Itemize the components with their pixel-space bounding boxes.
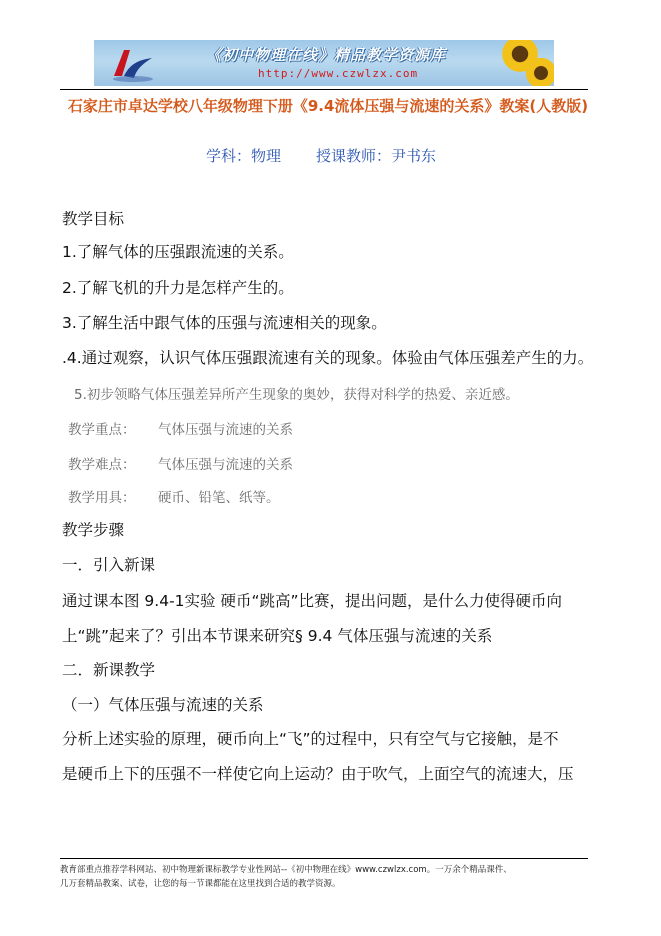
objective-item-5: 5.初步领略气体压强差异所产生现象的奥妙，获得对科学的热爱、亲近感。	[74, 387, 519, 403]
objective-item: 2.了解飞机的升力是怎样产生的。	[62, 279, 294, 297]
paragraph-line: 是硬币上下的压强不一样使它向上运动？由于吹气，上面空气的流速大，压	[62, 765, 574, 783]
header-banner	[94, 40, 554, 86]
footer-line: 教育部重点推荐学科网站、初中物理新课标教学专业性网站--《初中物理在线》www.czwlzx.com。一万余个精品课件、	[60, 865, 512, 875]
section-heading: 一．引入新课	[62, 556, 156, 574]
footer-line: 几万套精品教案、试卷，让您的每一节课都能在这里找到合适的教学资源。	[60, 879, 341, 889]
difficult-point-value: 气体压强与流速的关系	[158, 457, 293, 473]
teacher-label: 授课教师：尹书东	[316, 147, 437, 165]
footer-rule	[60, 858, 588, 859]
header-rule	[60, 89, 588, 90]
sunflower-image	[494, 40, 554, 86]
banner-url[interactable]: http://www.czwlzx.com	[258, 67, 419, 80]
site-logo-icon	[108, 44, 158, 84]
steps-heading: 教学步骤	[62, 521, 125, 539]
key-point-value: 气体压强与流速的关系	[158, 422, 293, 438]
teaching-tools-label: 教学用具：	[68, 490, 136, 506]
key-point-label: 教学重点：	[68, 422, 136, 438]
objective-item: 3.了解生活中跟气体的压强与流速相关的现象。	[62, 314, 387, 332]
difficult-point-label: 教学难点：	[68, 457, 136, 473]
objectives-heading: 教学目标	[62, 210, 125, 228]
objective-item: 1.了解气体的压强跟流速的关系。	[62, 243, 294, 261]
paragraph-line: 通过课本图 9.4-1实验 硬币“跳高”比赛，提出问题，是什么力使得硬币向	[62, 592, 563, 610]
paragraph-line: 分析上述实验的原理，硬币向上“飞”的过程中，只有空气与它接触，是不	[62, 730, 559, 748]
subject-label: 学科：物理	[206, 147, 282, 165]
subsection-heading: （一）气体压强与流速的关系	[62, 696, 264, 714]
objective-item: .4.通过观察，认识气体压强跟流速有关的现象。体验由气体压强差产生的力。	[62, 349, 594, 367]
section-heading: 二．新课教学	[62, 661, 156, 679]
teaching-tools-value: 硬币、铅笔、纸等。	[158, 490, 280, 506]
document-title: 石家庄市卓达学校八年级物理下册《9.4流体压强与流速的关系》教案(人教版)	[67, 97, 589, 115]
paragraph-line: 上“跳”起来了？引出本节课来研究§ 9.4 气体压强与流速的关系	[62, 627, 493, 645]
banner-title: 《初中物理在线》精品教学资源库	[206, 46, 447, 64]
